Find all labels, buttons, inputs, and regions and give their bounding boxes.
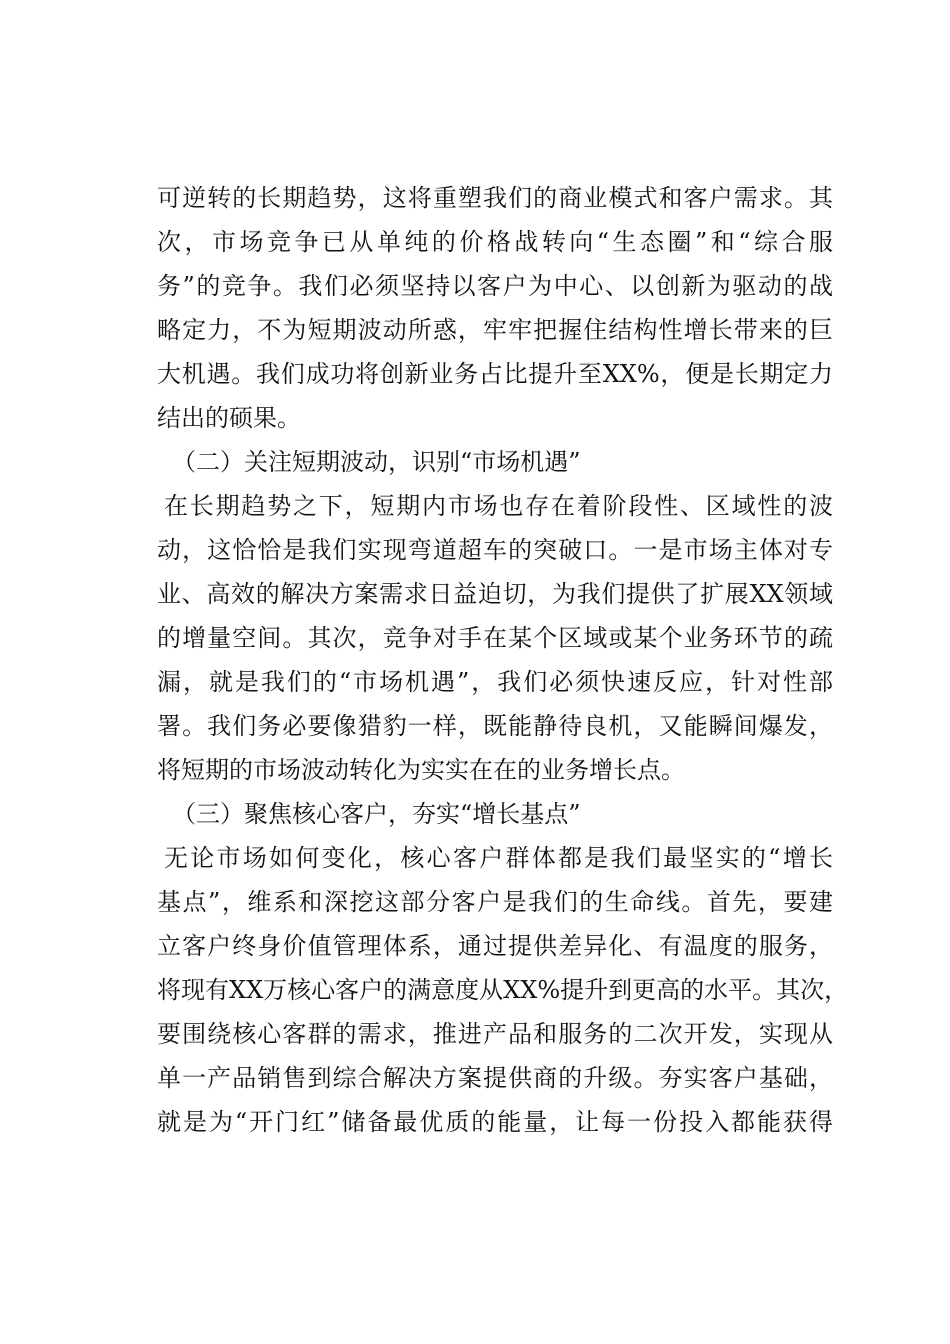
body-line: 大机遇。我们成功将创新业务占比提升至XX%，便是长期定力 — [157, 360, 833, 388]
body-line: 次，市场竞争已从单纯的价格战转向“生态圈”和“综合服 — [157, 228, 833, 256]
body-line: 漏，就是我们的“市场机遇”，我们必须快速反应，针对性部 — [157, 668, 833, 696]
body-line: 立客户终身价值管理体系，通过提供差异化、有温度的服务， — [157, 932, 833, 960]
body-line: 署。我们务必要像猎豹一样，既能静待良机，又能瞬间爆发， — [157, 712, 833, 740]
body-line: 结出的硕果。 — [157, 404, 301, 432]
body-line: 要围绕核心客群的需求，推进产品和服务的二次开发，实现从 — [157, 1020, 833, 1048]
body-line: 将现有XX万核心客户的满意度从XX%提升到更高的水平。其次， — [157, 976, 849, 1004]
body-line: 动，这恰恰是我们实现弯道超车的突破口。一是市场主体对专 — [157, 536, 833, 564]
body-line: 在长期趋势之下，短期内市场也存在着阶段性、区域性的波 — [164, 492, 833, 520]
body-line: 就是为“开门红”储备最优质的能量，让每一份投入都能获得 — [157, 1108, 833, 1136]
section-heading-2: （二）关注短期波动，识别“市场机遇” — [172, 448, 581, 476]
body-line: 基点”，维系和深挖这部分客户是我们的生命线。首先，要建 — [157, 888, 833, 916]
body-line: 略定力，不为短期波动所惑，牢牢把握住结构性增长带来的巨 — [157, 316, 833, 344]
body-line: 业、高效的解决方案需求日益迫切，为我们提供了扩展XX领域 — [157, 580, 833, 608]
body-line: 无论市场如何变化，核心客户群体都是我们最坚实的“增长 — [164, 844, 833, 872]
body-line: 单一产品销售到综合解决方案提供商的升级。夯实客户基础， — [157, 1064, 833, 1092]
body-line: 可逆转的长期趋势，这将重塑我们的商业模式和客户需求。其 — [157, 184, 833, 212]
body-line: 将短期的市场波动转化为实实在在的业务增长点。 — [157, 756, 685, 784]
body-line: 务”的竞争。我们必须坚持以客户为中心、以创新为驱动的战 — [157, 272, 833, 300]
body-line: 的增量空间。其次，竞争对手在某个区域或某个业务环节的疏 — [157, 624, 833, 652]
section-heading-3: （三）聚焦核心客户，夯实“增长基点” — [172, 800, 581, 828]
